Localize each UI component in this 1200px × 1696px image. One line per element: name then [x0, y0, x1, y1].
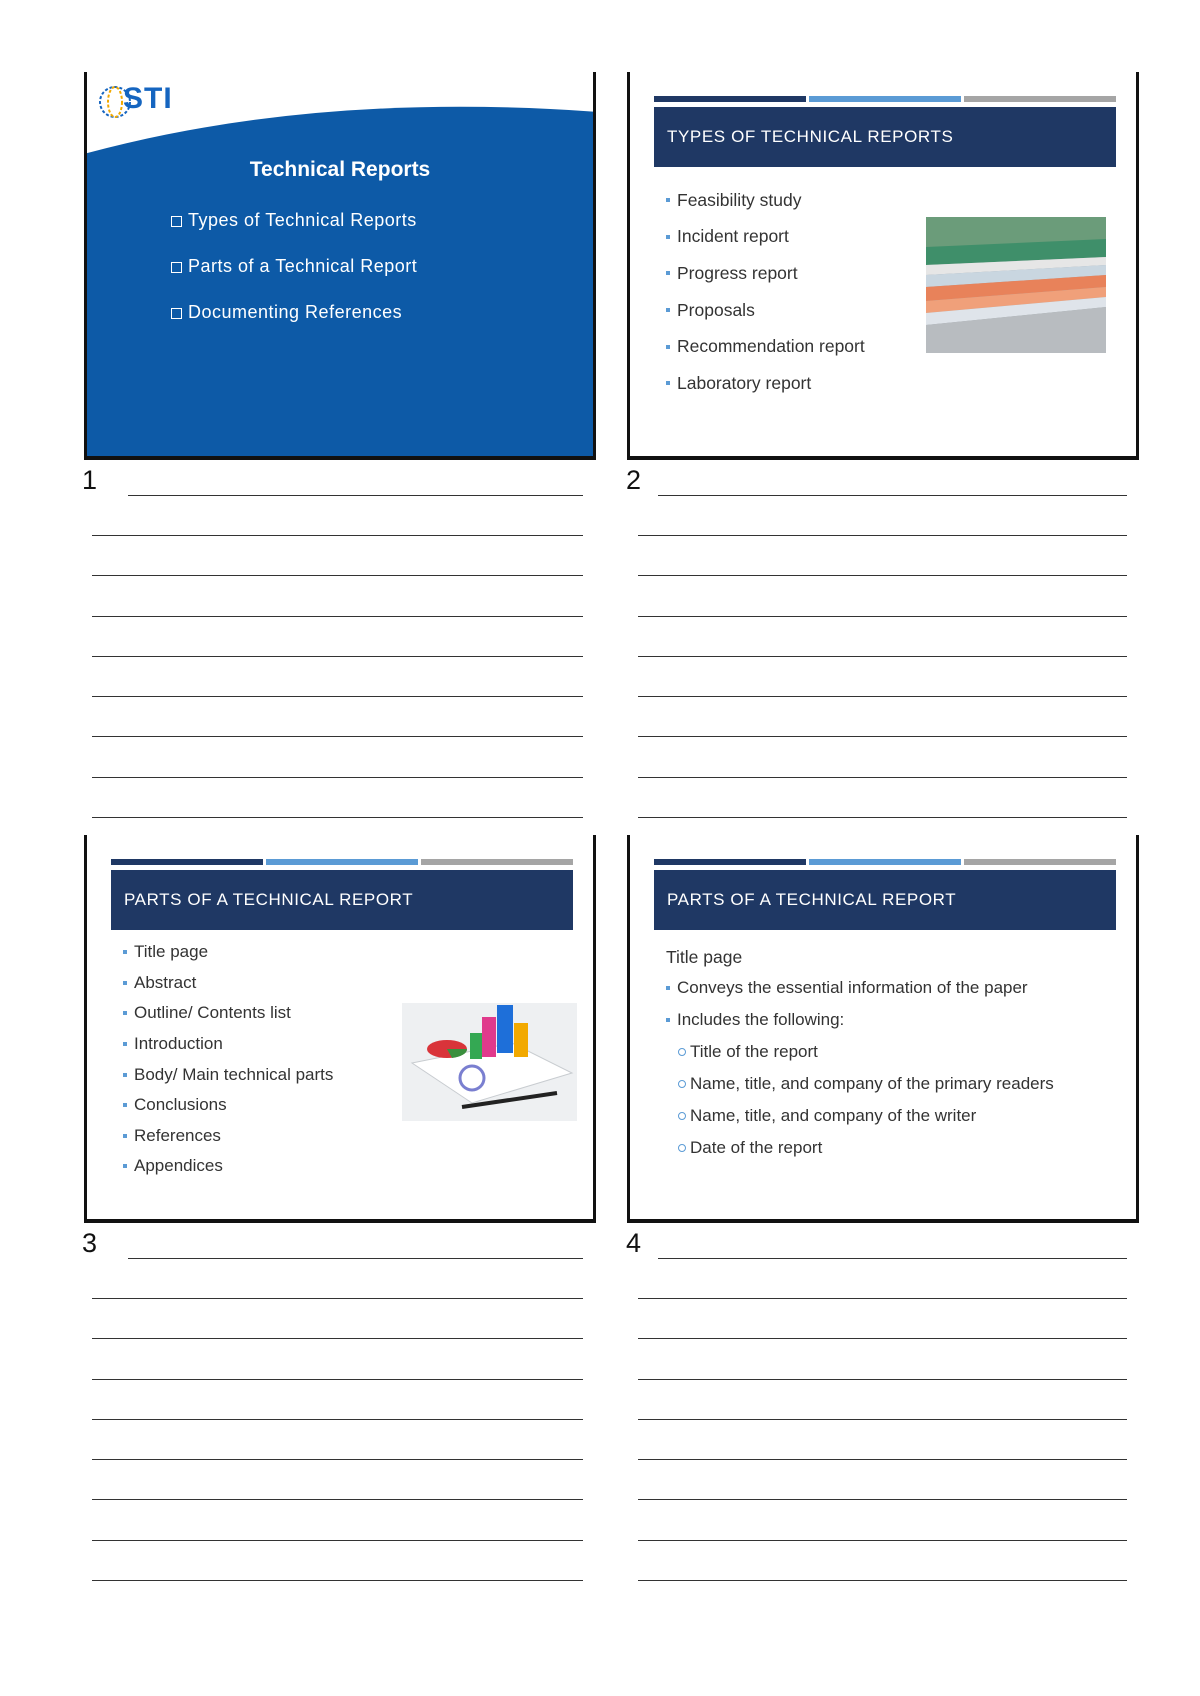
slide-number: 2 — [626, 465, 642, 495]
file-folders-photo-icon — [926, 217, 1106, 353]
slide-number: 4 — [626, 1228, 642, 1258]
sub-list-item: Name, title, and company of the writer — [666, 1100, 1054, 1132]
list-item: References — [123, 1121, 333, 1152]
list-item: Appendices — [123, 1151, 333, 1182]
list-item: Documenting References — [171, 302, 417, 348]
slide-header: PARTS OF A TECHNICAL REPORT — [111, 870, 573, 930]
slide-header: TYPES OF TECHNICAL REPORTS — [654, 107, 1116, 167]
list-item: Parts of a Technical Report — [171, 256, 417, 302]
list-item: Recommendation report — [666, 328, 865, 365]
list-item: Types of Technical Reports — [171, 210, 417, 256]
sub-list-item: Name, title, and company of the primary readers — [666, 1068, 1054, 1100]
subheading: Title page — [666, 947, 743, 967]
accent-bars — [654, 96, 1116, 102]
list-item: Conveys the essential information of the paper — [666, 972, 1054, 1004]
list-item: Abstract — [123, 968, 333, 999]
list-item: Body/ Main technical parts — [123, 1059, 333, 1090]
sub-list-item: Title of the report — [666, 1036, 1054, 1068]
list-item: Title page — [123, 937, 333, 968]
circle-bullet-icon — [678, 1112, 686, 1120]
list-item: Includes the following: — [666, 1004, 1054, 1036]
bullet-list — [123, 937, 333, 1182]
list-item: Proposals — [666, 292, 865, 329]
accent-bars — [654, 859, 1116, 865]
bullet-list — [666, 182, 865, 402]
sti-logo: STI — [123, 82, 173, 115]
list-item: Introduction — [123, 1029, 333, 1060]
slide-1 — [84, 72, 596, 460]
list-item: Feasibility study — [666, 182, 865, 219]
list-item: Outline/ Contents list — [123, 998, 333, 1029]
list-item: Incident report — [666, 219, 865, 256]
list-item: Conclusions — [123, 1090, 333, 1121]
checkbox-bullet-icon — [171, 262, 182, 273]
charts-and-pen-photo-icon — [402, 1003, 577, 1121]
list-item: Laboratory report — [666, 365, 865, 402]
slide-3 — [84, 835, 596, 1223]
checkbox-bullet-icon — [171, 216, 182, 227]
circle-bullet-icon — [678, 1144, 686, 1152]
accent-bars — [111, 859, 573, 865]
slide-title: Technical Reports — [249, 158, 431, 181]
slide-2 — [627, 72, 1139, 460]
slide-4 — [627, 835, 1139, 1223]
circle-bullet-icon — [678, 1048, 686, 1056]
bullet-list — [666, 972, 1054, 1164]
checkbox-bullet-icon — [171, 308, 182, 319]
list-item: Progress report — [666, 255, 865, 292]
circle-bullet-icon — [678, 1080, 686, 1088]
slide-number: 1 — [82, 465, 98, 495]
slide-number: 3 — [82, 1228, 98, 1258]
slide-header: PARTS OF A TECHNICAL REPORT — [654, 870, 1116, 930]
topic-list — [171, 210, 417, 348]
sub-list-item: Date of the report — [666, 1132, 1054, 1164]
